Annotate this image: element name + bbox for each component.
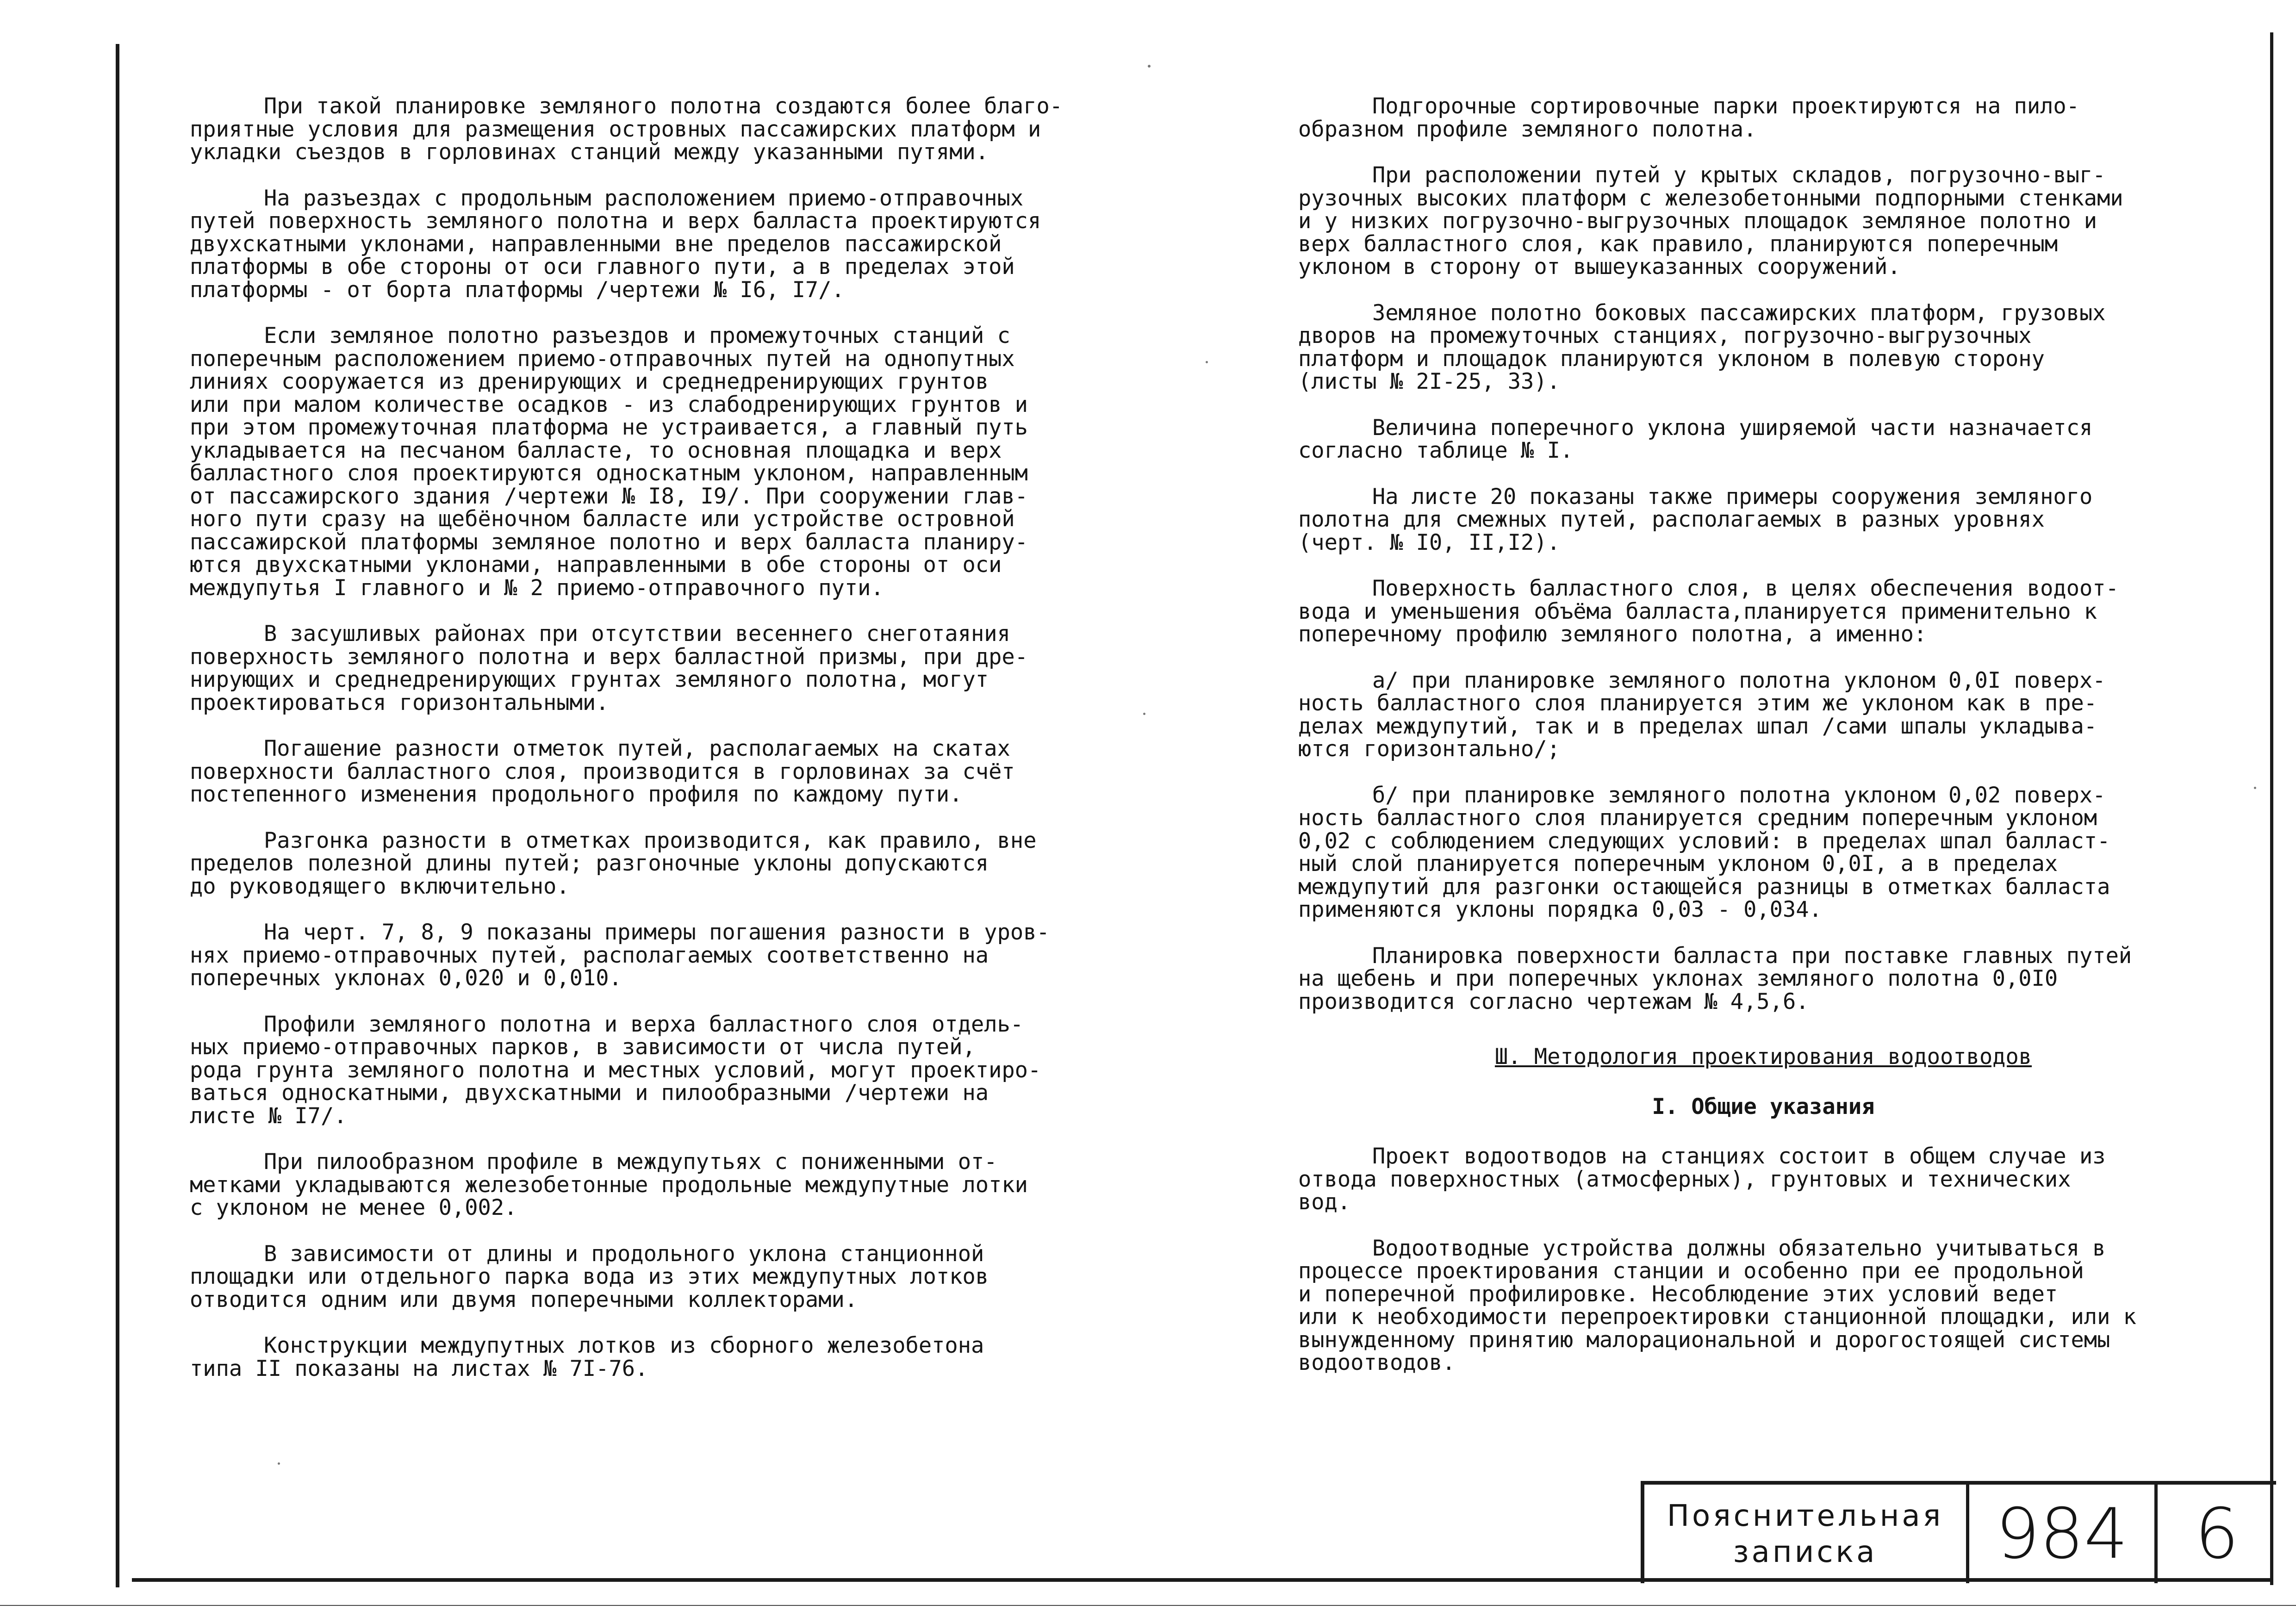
- frame-border-right: [2270, 32, 2273, 1585]
- section-heading: Ш. Методология проектирования водоотводов: [1494, 1044, 2032, 1070]
- paragraph: На разъездах с продольным расположением приемо-отправочных путей поверхность земляного полотна и верх балласта проектируются двухскатными уклонами, направленными вне пределов пассажирской платформы в обе стороны от оси главного пути, а в пределах этой платформы - от борта платформы /чертежи № I6, I7/.: [190, 185, 1041, 303]
- paragraph: Поверхность балластного слоя, в целях обеспечения водоот- вода и уменьшения объёма балласта,планируется применительно к поперечному профилю земляного полотна, а именно:: [1298, 576, 2119, 647]
- sheet-number: 6: [2195, 1493, 2239, 1574]
- paragraph: На черт. 7, 8, 9 показаны примеры погашения разности в уров- нях приемо-отправочных путей, располагаемых соответственно на поперечных уклонах 0,020 и 0,010.: [190, 920, 1050, 991]
- paragraph: б/ при планировке земляного полотна уклоном 0,02 поверх- ность балластного слоя планируется средним поперечным уклоном 0,02 с соблюдением следующих условий: в пределах шпал баллаcт- ный слой планируется поперечным уклоном 0,0I, а в пределах междупутий для разгонки остающейся разницы в отметках балласта применяются уклоны порядка 0,03 - 0,034.: [1298, 782, 2110, 922]
- scan-speck: [1148, 65, 1151, 68]
- paragraph: а/ при планировке земляного полотна уклоном 0,0I поверх- ность балластного слоя планируется этим же уклоном как в пре- делах междупутий, так и в пределах шпал /сами шпалы укладыва- ются горизонтально/;: [1298, 667, 2106, 762]
- paragraph: Планировка поверхности балласта при поставке главных путей на щебень и при поперечных уклонах земляного полотна 0,0I0 производится согласно чертежам № 4,5,6.: [1298, 943, 2132, 1014]
- paragraph: На листе 20 показаны также примеры сооружения земляного полотна для смежных путей, располагаемых в разных уровнях (черт. № I0, II,I2).: [1298, 484, 2093, 555]
- paragraph: Водоотводные устройства должны обязательно учитываться в процессе проектирования станции и особенно при ее продольной и поперечной профилировке. Несоблюдение этих условий ведет или к необходимости перепроектировки станционной площадки, или к вынужденному принятию малорациональной и дорогостоящей системы водоотводов.: [1298, 1235, 2136, 1375]
- album-number: 984: [1969, 1485, 2158, 1583]
- paragraph: При такой планировке земляного полотна создаются более благо- приятные условия для размещения островных пассажирских платформ и укладки съездов в горловинах станций между указанными путями.: [190, 93, 1063, 165]
- title-block-caption-line2: записка: [1733, 1535, 1878, 1569]
- title-block: [1641, 1481, 2276, 1583]
- paragraph: Профили земляного полотна и верха балластного слоя отдель- ных приемо-отправочных парков, в зависимости от числа путей, рода грунта земляного полотна и местных условий, могут проектиро- ваться односкатными, двухскатными и пилообразными /чертежи на листе № I7/.: [190, 1011, 1041, 1129]
- paragraph: Проект водоотводов на станциях состоит в общем случае из отвода поверхностных (атмосферных), грунтовых и технических вод.: [1298, 1144, 2106, 1215]
- frame-border-left: [116, 44, 119, 1587]
- title-block-caption-line1: Пояснительная: [1667, 1499, 1944, 1533]
- scan-speck: [2254, 787, 2256, 789]
- paragraph: В зависимости от длины и продольного уклона станционной площадки или отдельного парка вода из этих междупутных лотков отводится одним или двумя поперечными коллекторами.: [190, 1241, 989, 1312]
- paragraph: Конструкции междупутных лотков из сборного железобетона типа II показаны на листах № 7I-76.: [190, 1333, 984, 1381]
- paragraph: Величина поперечного уклона уширяемой части назначается согласно таблице № I.: [1298, 415, 2093, 463]
- paragraph: В засушливых районах при отсутствии весеннего снеготаяния поверхность земляного полотна и верх балластной призмы, при дре- нирующих и среднедренирующих грунтах земляного полотна, могут проектироваться горизонтальными.: [190, 621, 1028, 715]
- left-text-column: [190, 95, 1139, 1403]
- paragraph: При расположении путей у крытых складов, погрузочно-выг- рузочных высоких платформ с железобетонными подпорными стенками и у низких погрузочно-выгрузочных площадок земляное полотно и верх балластного слоя, как правило, планируются поперечным уклоном в сторону от вышеуказанных сооружений.: [1298, 162, 2123, 280]
- paragraph: Разгонка разности в отметках производится, как правило, вне пределов полезной длины путей; разгоночные уклоны допускаются до руководящего включительно.: [190, 827, 1037, 899]
- scan-speck: [1143, 713, 1145, 715]
- subsection-heading: I. Общие указания: [1652, 1094, 1875, 1119]
- paragraph: Если земляное полотно разъездов и промежуточных станций с поперечным расположением приемо-отправочных путей на однопутных линиях сооружается из дренирующих и среднедренирующих грунтов или при малом количестве осадков - из слабодренирующих грунтов и при этом промежуточная платформа не устраивается, а главный путь укладывается на песчаном балласте, то основная площадка и верх балластного слоя проектируются односкатным уклоном, направленным от пассажирского здания /чертежи № I8, I9/. При сооружении глав- ного пути сразу на щебёночном балласте или устройстве островной пассажирской платформы земляное полотно и верх балласта планиру- ются двухскатными уклонами, направленными в обе стороны от оси междупутья I главного и № 2 приемо-отправочного пути.: [190, 323, 1028, 601]
- paragraph: Подгорочные сортировочные парки проектируются на пило- образном профиле земляного полотна.: [1298, 93, 2080, 142]
- scan-speck: [278, 1462, 280, 1465]
- paragraph: Земляное полотно боковых пассажирских платформ, грузовых дворов на промежуточных станциях, погрузочно-выгрузочных платформ и площадок планируются уклоном в полевую сторону (листы № 2I-25, 33).: [1298, 300, 2106, 394]
- trim-line: [0, 1605, 2296, 1606]
- paragraph: При пилообразном профиле в междупутьях с пониженными от- метками укладываются железобетонные продольные междупутные лотки с уклоном не менее 0,002.: [190, 1149, 1028, 1220]
- title-block-caption: [1644, 1485, 1969, 1583]
- right-text-column: [1298, 95, 2228, 1398]
- scan-speck: [1206, 361, 1208, 363]
- paragraph: Погашение разности отметок путей, располагаемых на скатах поверхности балластного слоя, производится в горловинах за счёт постепенного изменения продольного профиля по каждому пути.: [190, 736, 1015, 807]
